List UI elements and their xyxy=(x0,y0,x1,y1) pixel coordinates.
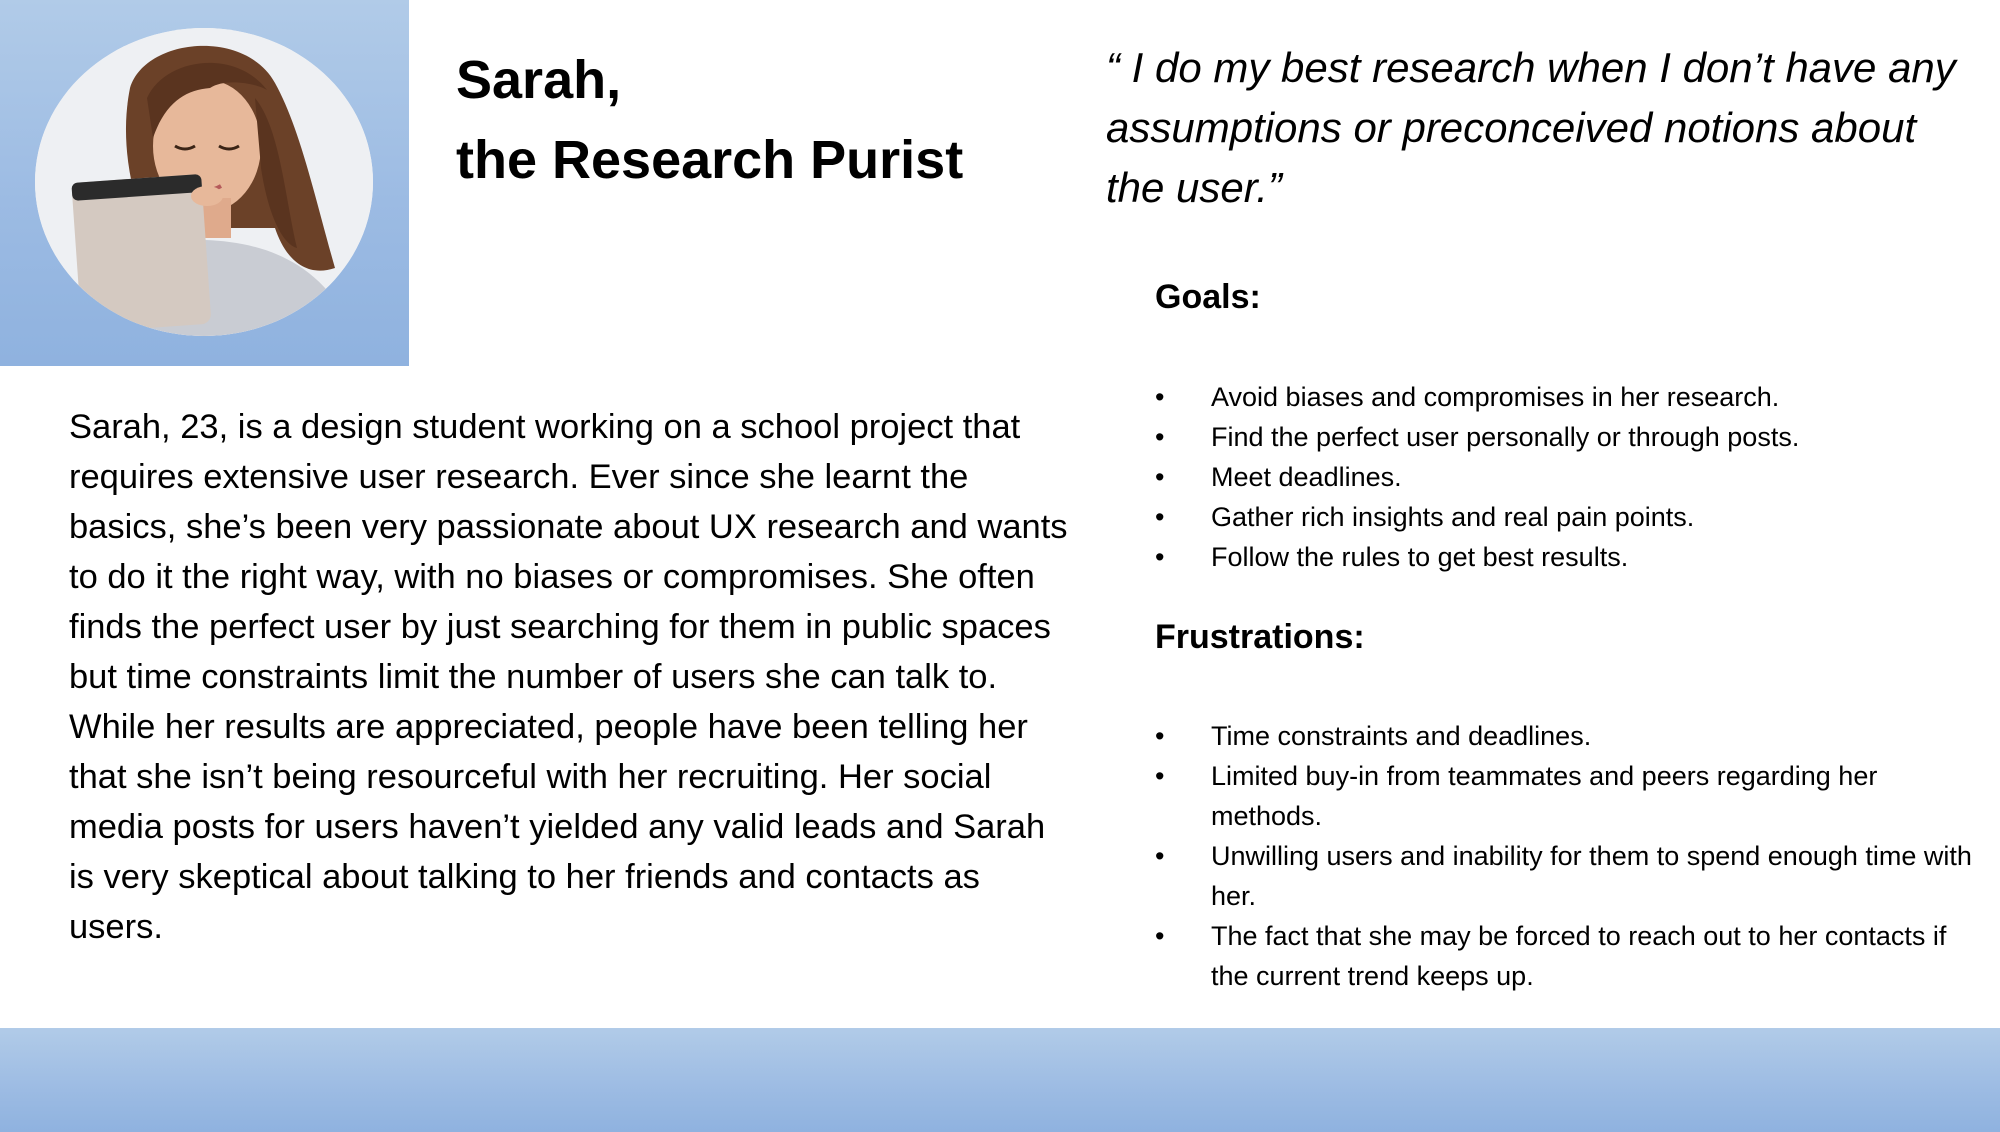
persona-photo xyxy=(35,28,373,336)
bullet-icon: • xyxy=(1155,921,1165,951)
frustrations-list xyxy=(1155,716,1975,996)
avatar xyxy=(35,28,373,336)
list-item xyxy=(1155,836,1975,916)
goals-heading: Goals: xyxy=(1155,278,1261,316)
list-item xyxy=(1155,457,1975,497)
persona-name xyxy=(456,40,1016,200)
bullet-icon: • xyxy=(1155,462,1165,492)
goals-list xyxy=(1155,377,1975,577)
list-item xyxy=(1155,417,1975,457)
list-item xyxy=(1155,756,1975,836)
list-item xyxy=(1155,716,1975,756)
bullet-icon: • xyxy=(1155,382,1165,412)
bullet-icon: • xyxy=(1155,841,1165,871)
goal-text: Avoid biases and compromises in her research. xyxy=(1211,382,1780,412)
footer-band xyxy=(0,1028,2000,1132)
frustrations-heading: Frustrations: xyxy=(1155,618,1365,656)
list-item xyxy=(1155,497,1975,537)
list-item xyxy=(1155,377,1975,417)
goal-text: Find the perfect user personally or through posts. xyxy=(1211,422,1800,452)
photo-panel xyxy=(0,0,409,366)
frustration-text: Unwilling users and inability for them to spend enough time with her. xyxy=(1211,841,1972,911)
goal-text: Follow the rules to get best results. xyxy=(1211,542,1629,572)
persona-quote: “ I do my best research when I don’t have any assumptions or preconceived notions about the user.” xyxy=(1106,44,1956,211)
goal-text: Meet deadlines. xyxy=(1211,462,1402,492)
frustration-text: Limited buy-in from teammates and peers regarding her methods. xyxy=(1211,761,1878,831)
frustration-text: The fact that she may be forced to reach out to her contacts if the current trend keeps up. xyxy=(1211,921,1947,991)
bullet-icon: • xyxy=(1155,422,1165,452)
goal-text: Gather rich insights and real pain points. xyxy=(1211,502,1695,532)
list-item xyxy=(1155,537,1975,577)
persona-role-line: the Research Purist xyxy=(456,130,964,190)
list-item xyxy=(1155,916,1975,996)
persona-bio: Sarah, 23, is a design student working on a school project that requires extensive user research. Ever since she learnt the basics, she’s been very passionate about UX research and wants to do it the right way, with no biases or compromises. She often finds the perfect user by just searching for them in public spaces but time constraints limit the number of users she can talk to. While her results are appreciated, people have been telling her that she isn’t being resourceful with her recruiting. Her social media posts for users haven’t yielded any valid leads and Sarah is very skeptical about talking to her friends and contacts as users. xyxy=(69,408,1068,946)
persona-name-line: Sarah, xyxy=(456,50,622,110)
bullet-icon: • xyxy=(1155,761,1165,791)
bullet-icon: • xyxy=(1155,502,1165,532)
bullet-icon: • xyxy=(1155,721,1165,751)
bullet-icon: • xyxy=(1155,542,1165,572)
frustration-text: Time constraints and deadlines. xyxy=(1211,721,1592,751)
